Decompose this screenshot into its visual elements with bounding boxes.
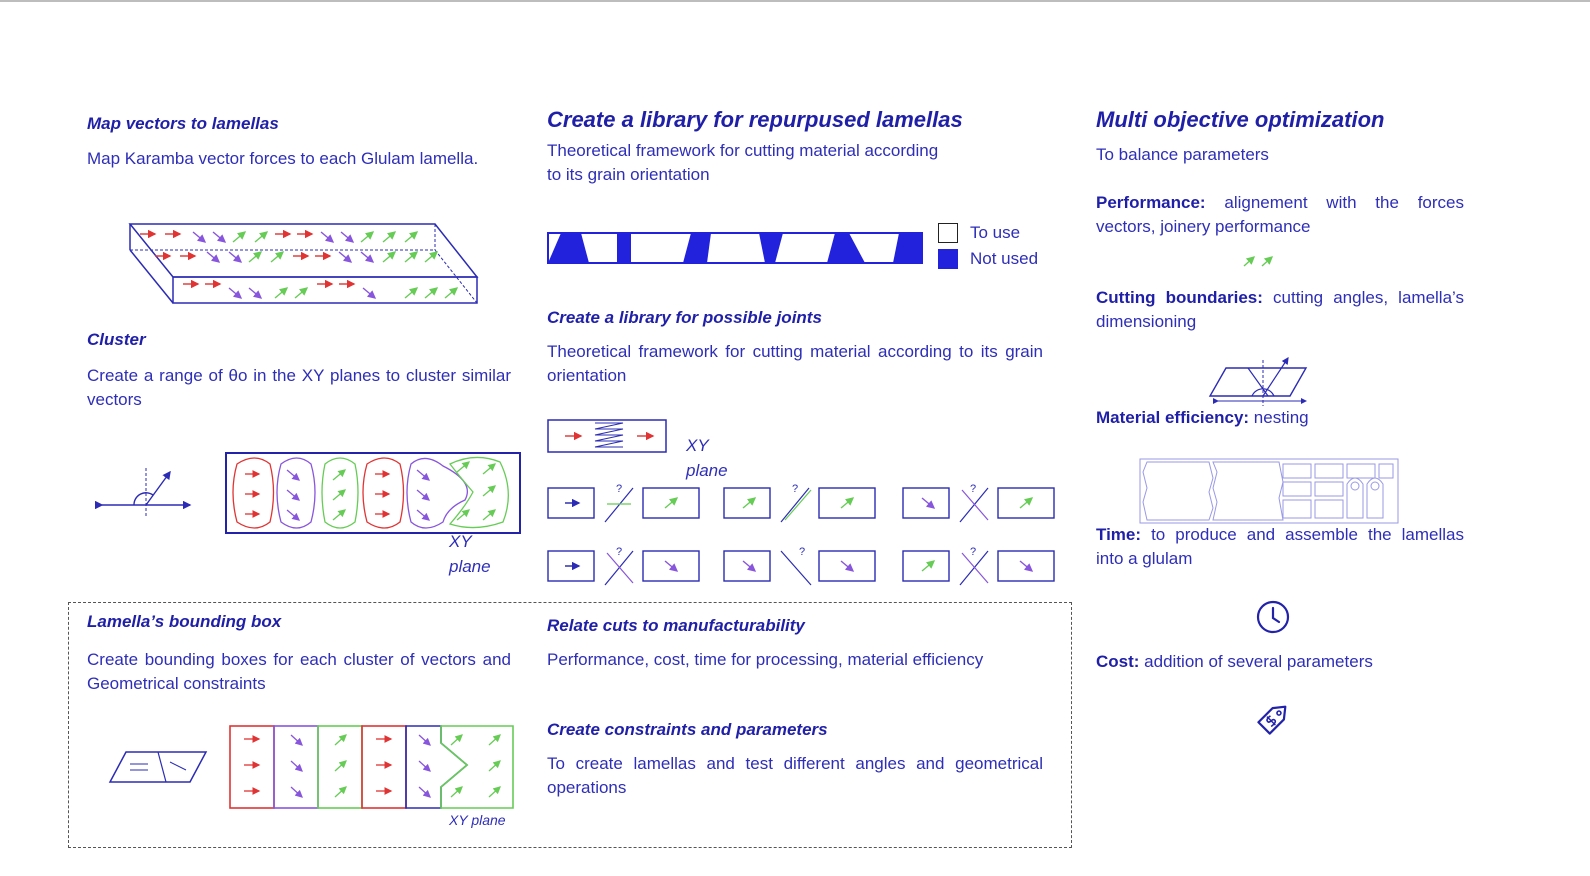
library-lamellas-text-1: Theoretical framework for cutting material according: [547, 141, 939, 160]
performance-label: Performance:: [1096, 193, 1206, 212]
optimization-title: Multi objective optimization: [1096, 107, 1385, 132]
material-description: nesting: [1249, 408, 1309, 427]
bounding-box-text: Create bounding boxes for each cluster of vectors and Geometrical constraints: [87, 650, 511, 693]
joint-option-3: [902, 484, 1056, 524]
joint-option-2: [723, 484, 877, 524]
joint-question-4: ?: [616, 546, 623, 558]
joint-question-1: ?: [616, 483, 623, 495]
cluster-text: Create a range of θo in the XY planes to cluster similar vectors: [87, 366, 511, 409]
nesting-icon: [1139, 458, 1399, 524]
legend-not-used-label: Not used: [970, 249, 1039, 268]
time-description: to produce and assemble the lamellas into a glulam: [1096, 525, 1464, 568]
performance-description: alignement with the forces vectors, joinery performance: [1096, 193, 1464, 236]
time-text: [1096, 523, 1464, 571]
material-label: Material efficiency:: [1096, 408, 1250, 427]
legend-to-use-label: To use: [970, 223, 1021, 242]
lamella-box-diagram: [125, 222, 485, 312]
constraints-title: Create constraints and parameters: [547, 720, 828, 739]
joints-plane-label-xy: XY: [686, 436, 709, 455]
library-lamellas-title: Create a library for repurpused lamellas: [547, 107, 963, 132]
legend-to-use-swatch: [938, 223, 958, 243]
map-vectors-text: Map Karamba vector forces to each Glulam lamella.: [87, 149, 479, 168]
cluster-plane-label-plane: plane: [449, 557, 491, 576]
material-text: [1096, 406, 1464, 430]
bounding-box-parallelogram-icon: [108, 750, 208, 786]
cutting-description: cutting angles, lamella’s dimensioning: [1096, 288, 1464, 331]
bounding-box-title: Lamella’s bounding box: [87, 612, 282, 631]
top-border: [0, 0, 1590, 2]
performance-text: [1096, 191, 1464, 239]
joints-title: Create a library for possible joints: [547, 308, 822, 327]
cost-label: Cost:: [1096, 652, 1140, 671]
bounding-box-lamellas-diagram: [229, 725, 515, 809]
finger-joint-diagram: [547, 419, 667, 453]
time-label: Time:: [1096, 525, 1142, 544]
joints-plane-label-plane: plane: [686, 461, 728, 480]
cost-description: addition of several parameters: [1139, 652, 1373, 671]
joint-question-5: ?: [799, 546, 806, 558]
joint-option-1: [547, 484, 701, 524]
angle-theta-icon: [100, 460, 195, 520]
cost-text: [1096, 650, 1464, 674]
repurposed-lamella-strip: [547, 232, 923, 264]
legend-not-used: [938, 249, 1038, 269]
legend-not-used-swatch: [938, 249, 958, 269]
constraints-text: To create lamellas and test different angles and geometrical operations: [547, 754, 1043, 797]
cutting-text: [1096, 286, 1464, 334]
cluster-title: Cluster: [87, 330, 146, 349]
manufacturability-text: Performance, cost, time for processing, material efficiency: [547, 650, 984, 669]
cluster-plane-label-xy: XY: [449, 532, 472, 551]
legend-to-use: [938, 223, 1020, 243]
map-vectors-title: Map vectors to lamellas: [87, 114, 279, 133]
optimization-intro: To balance parameters: [1096, 145, 1269, 164]
bounding-box-plane-label: XY plane: [449, 812, 506, 828]
joint-question-3: ?: [970, 483, 977, 495]
price-tag-icon: [1252, 696, 1296, 740]
joint-question-6: ?: [970, 546, 977, 558]
joints-text: Theoretical framework for cutting material according to its grain orientation: [547, 342, 1043, 385]
xy-plane-cluster-diagram: [225, 452, 521, 534]
cutting-label: Cutting boundaries:: [1096, 288, 1263, 307]
library-lamellas-text-2: to its grain orientation: [547, 165, 710, 184]
joint-question-2: ?: [792, 483, 799, 495]
clock-icon: [1256, 600, 1290, 634]
joint-option-4: [547, 547, 701, 587]
joint-option-6: [902, 547, 1056, 587]
cutting-angle-icon: [1208, 356, 1310, 406]
arrows-icon: [1242, 253, 1278, 269]
manufacturability-title: Relate cuts to manufacturability: [547, 616, 805, 635]
